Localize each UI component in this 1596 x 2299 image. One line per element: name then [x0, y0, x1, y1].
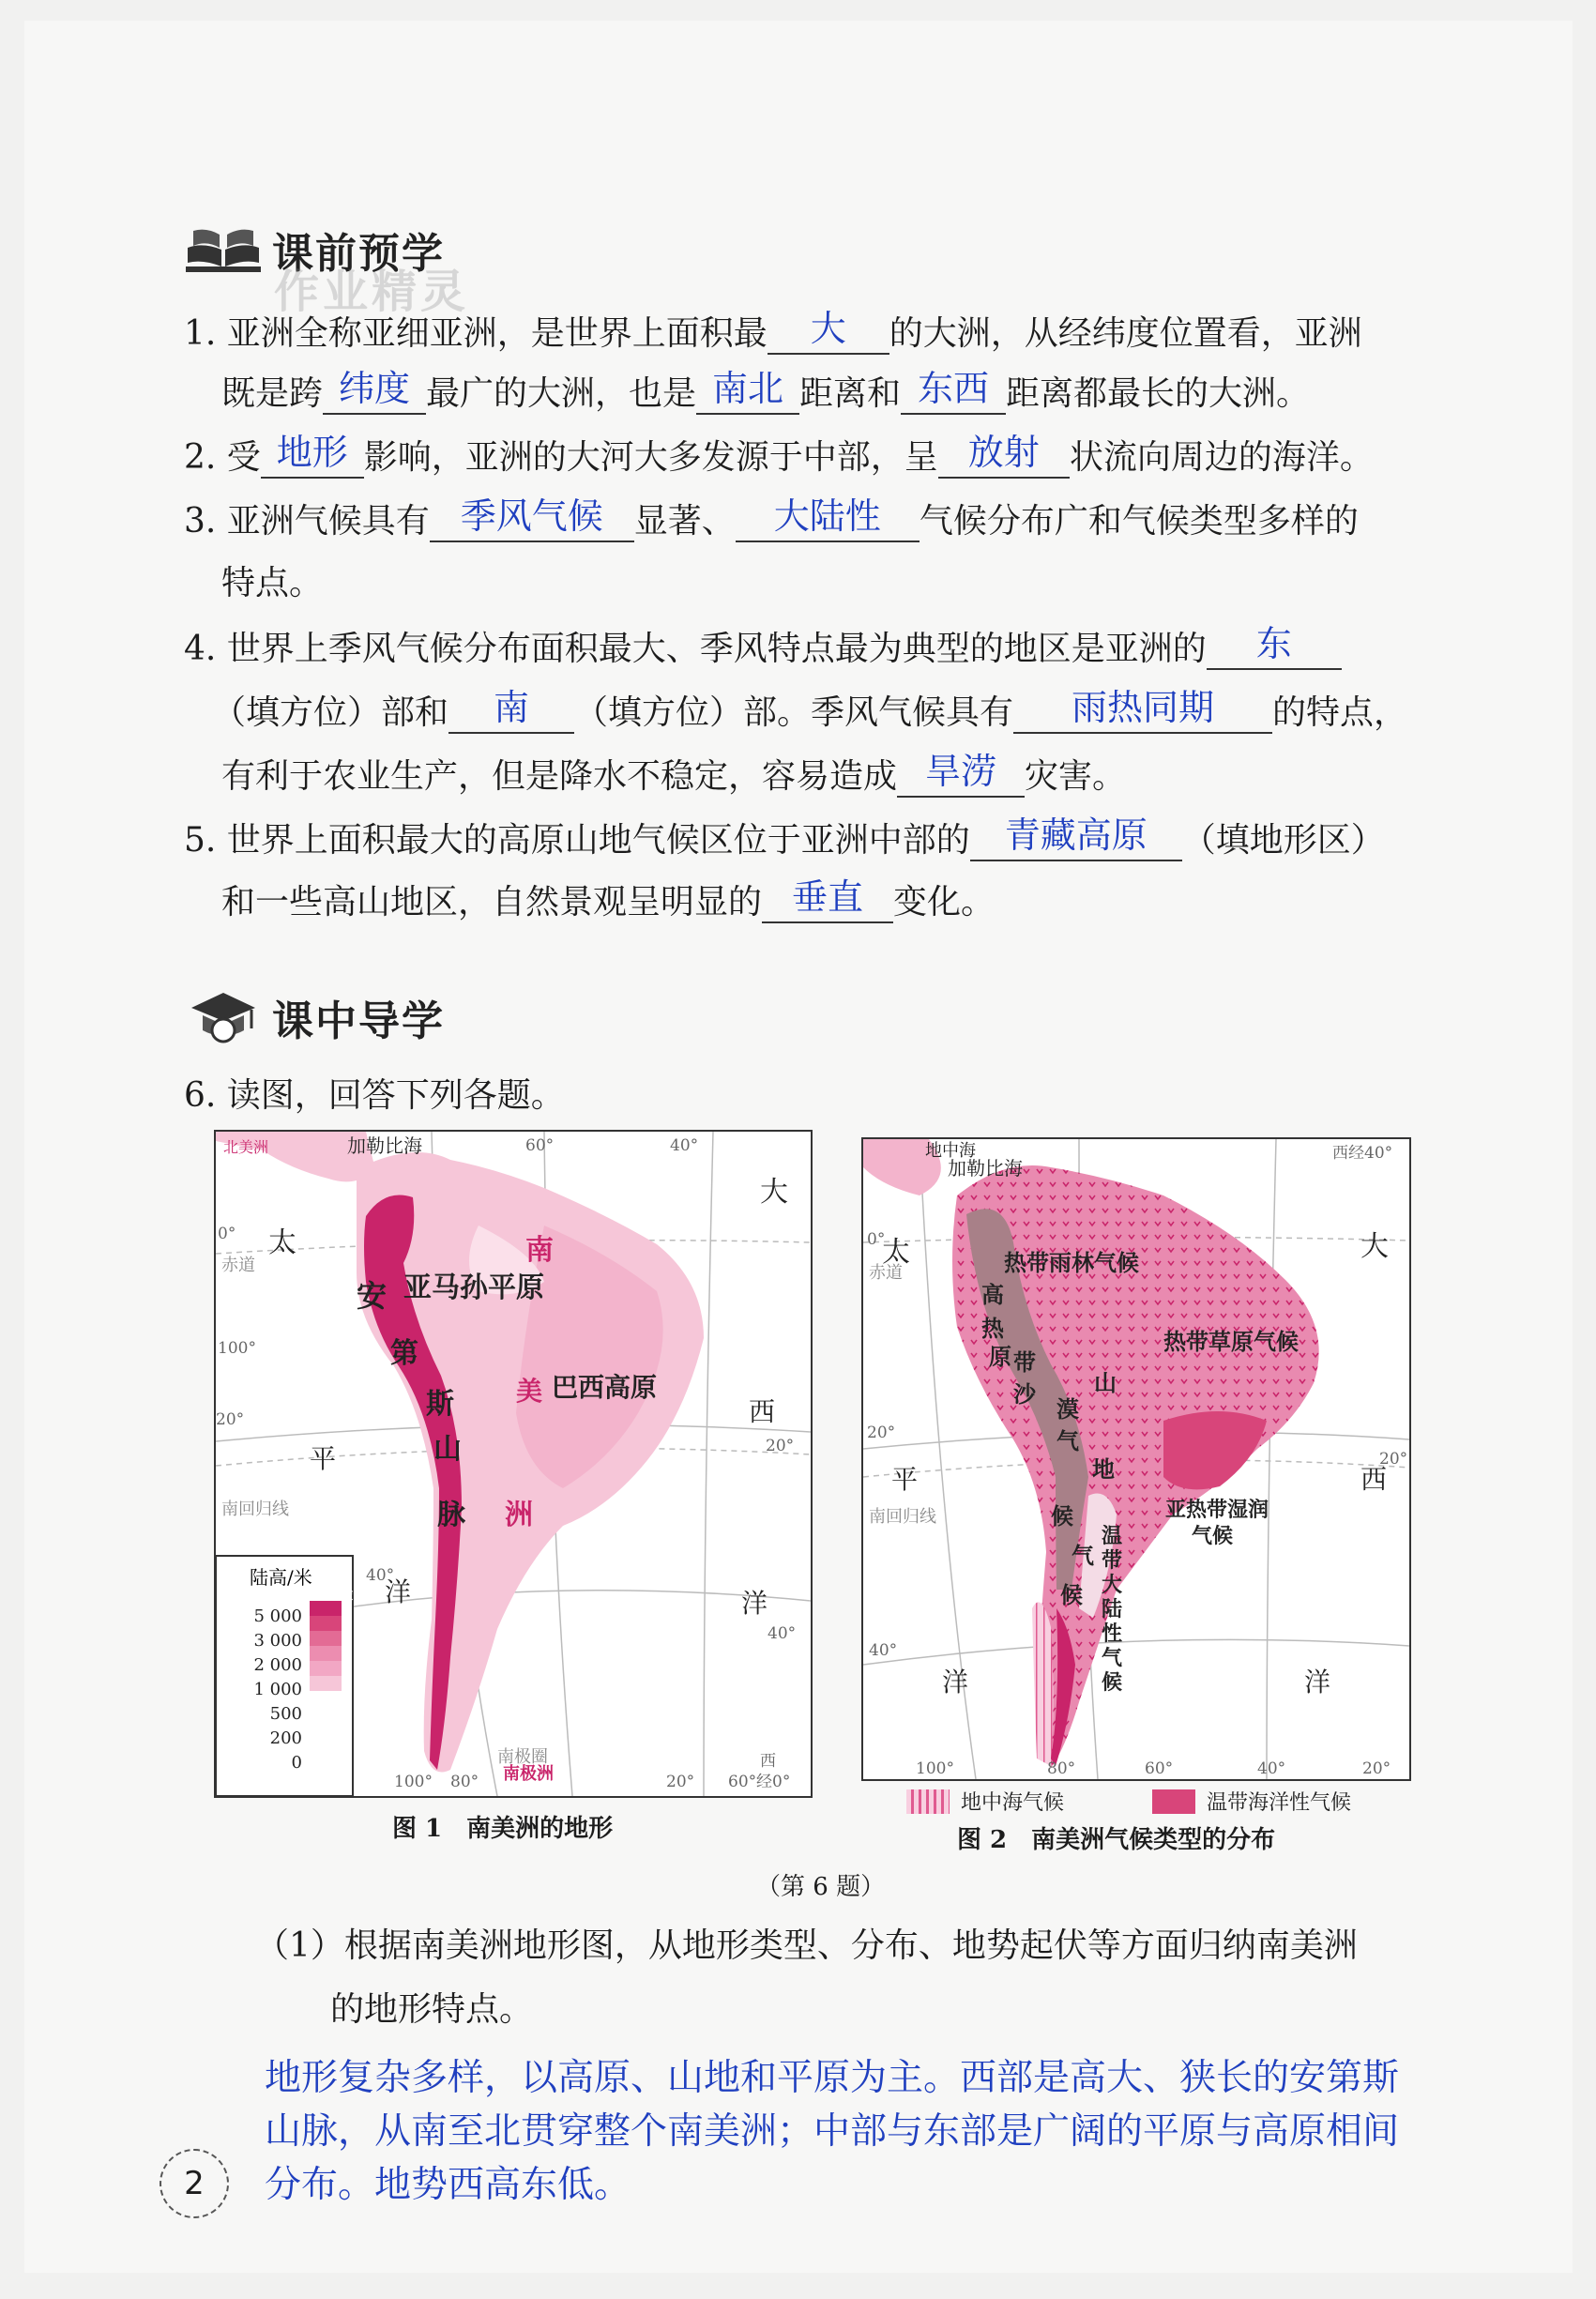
q4-line1: [184, 623, 1342, 670]
map-tick: 经0°: [756, 1773, 791, 1791]
map-label: 北美洲: [223, 1138, 269, 1156]
section-header-guide: [184, 987, 445, 1047]
map-label: 带: [1102, 1548, 1123, 1573]
q3-line1: [184, 495, 1359, 542]
section-title: 课前预学: [272, 230, 445, 278]
q3-text: 显著、: [633, 502, 736, 540]
legend-label: 地中海气候: [961, 1791, 1065, 1815]
map-label: 原: [989, 1343, 1011, 1370]
q4-text: （填方位）部。季风气候具有: [574, 693, 1014, 732]
answer-line: 山脉，从南至北贯穿整个南美洲；中部与东部是广阔的平原与高原相间: [265, 2110, 1400, 2153]
q1-text: 距离都最长的大洲。: [1006, 374, 1311, 413]
q4-text: 的特点，: [1272, 693, 1408, 732]
q4-answer1: 东: [1255, 623, 1292, 664]
q1-text: 1. 亚洲全称亚细亚洲，是世界上面积最: [184, 314, 768, 353]
map-label: 亚马孙平原: [403, 1271, 544, 1304]
map-label: 气: [1072, 1542, 1094, 1569]
legend-oceanic: [1152, 1787, 1351, 1816]
legend-swatch: [1152, 1789, 1195, 1814]
map-label: 南回归线: [869, 1507, 936, 1527]
map-tick: 60°: [728, 1773, 757, 1791]
q2-text: 2. 受: [184, 438, 261, 477]
q5-text: 变化。: [893, 883, 996, 921]
terrain-map: [214, 1130, 813, 1798]
map-label: 南回归线: [221, 1500, 289, 1519]
q5-text: 和一些高山地区，自然景观呈明显的: [221, 883, 763, 921]
q4-blank1[interactable]: [1207, 623, 1342, 670]
q4-answer4: 旱涝: [925, 751, 997, 792]
legend-value: 0: [291, 1753, 302, 1773]
map-label: 洋: [942, 1667, 969, 1698]
terrain-legend-tag: 雪被: [330, 1589, 354, 1602]
map-tick: 100°: [916, 1759, 954, 1778]
climate-map: [861, 1137, 1411, 1781]
q4-text: 有利于农业生产，但是降水不稳定，容易造成: [221, 757, 898, 796]
q5-blank2[interactable]: [762, 876, 893, 923]
q4-text: 4. 世界上季风气候分布面积最大、季风特点最为典型的地区是亚洲的: [184, 630, 1207, 668]
map-label: 洋: [385, 1576, 412, 1607]
answer-line: 地形复杂多样，以高原、山地和平原为主。西部是高大、狭长的安第斯: [265, 2057, 1400, 2099]
section-title: 课中导学: [272, 997, 445, 1045]
map-tick: 60°: [525, 1136, 555, 1155]
map-label: 南: [525, 1234, 554, 1267]
q3-answer2: 大陆性: [773, 495, 881, 537]
q1-text: 距离和: [799, 374, 902, 413]
map-tick: 40°: [768, 1624, 797, 1643]
map-tick: 西: [760, 1752, 776, 1771]
q6-stem: 6. 读图，回答下列各题。: [184, 1076, 565, 1115]
q1-answer4: 东西: [918, 368, 990, 409]
map-tick: 西经40°: [1332, 1144, 1393, 1163]
q1-text: 的大洲，从经纬度位置看，亚洲: [889, 314, 1362, 353]
map-label: 性: [1102, 1621, 1123, 1646]
map-tick: 20°: [867, 1424, 896, 1442]
q3-text: 气候分布广和气候类型多样的: [919, 502, 1359, 540]
q2-blank2[interactable]: [938, 432, 1070, 479]
map-label: 安: [357, 1278, 388, 1314]
q3-answer1: 季风气候: [460, 495, 603, 537]
map-label: 气候: [1192, 1524, 1234, 1548]
map-tick: 0°: [218, 1225, 236, 1243]
legend-label: 温带海洋性气候: [1207, 1791, 1352, 1815]
map-label: 山: [1094, 1369, 1117, 1396]
legend-value: 5 000: [253, 1606, 302, 1626]
q1-blank3[interactable]: [696, 368, 799, 415]
climate-map-graphic: [863, 1139, 1409, 1779]
map-label: 西: [749, 1396, 776, 1427]
legend-value: 200: [269, 1728, 302, 1748]
map-tick: 100°: [394, 1773, 433, 1791]
q5-line2: [221, 876, 996, 923]
q4-line3: [221, 751, 1127, 798]
map-label: 巴西高原: [552, 1372, 658, 1403]
q6-answer: [265, 2051, 1399, 2212]
q1-answer1: 大: [810, 308, 846, 349]
map-label: 平: [310, 1443, 337, 1474]
q3-blank2[interactable]: [736, 495, 920, 542]
map-label: 第: [390, 1337, 418, 1370]
q1-blank1[interactable]: [768, 308, 889, 355]
map-label: 赤道: [869, 1263, 903, 1283]
q4-blank3[interactable]: [1013, 687, 1272, 734]
q3-line2: [221, 563, 323, 604]
map-label: 美: [516, 1376, 543, 1407]
q2-blank1[interactable]: [261, 432, 364, 479]
watermark: 作业精灵: [274, 266, 470, 318]
q5-text: 5. 世界上面积最大的高原山地气候区位于亚洲中部的: [184, 821, 970, 860]
legend-value: 1 000: [253, 1680, 302, 1699]
legend-mediterranean: [906, 1787, 1064, 1816]
q4-line2: [212, 687, 1408, 734]
climate-map-caption: 图 2 南美洲气候类型的分布: [957, 1826, 1276, 1854]
map-label: 候: [1060, 1581, 1083, 1608]
map-label: 洲: [505, 1499, 533, 1531]
q2-text: 影响，亚洲的大河大多发源于中部，呈: [363, 438, 938, 477]
q5-answer1: 青藏高原: [1004, 815, 1148, 856]
map-label: 热: [981, 1315, 1004, 1342]
q6-sub1-line2: 的地形特点。: [330, 1990, 534, 2029]
map-label: 气: [1102, 1646, 1123, 1670]
map-label: 大: [760, 1176, 788, 1209]
map-label: 加勒比海: [948, 1157, 1023, 1180]
q2-text: 状流向周边的海洋。: [1069, 438, 1374, 477]
figure-caption: （第 6 题）: [756, 1873, 886, 1901]
map-tick: 40°: [670, 1136, 699, 1155]
terrain-legend-title: 陆高/米: [250, 1566, 312, 1589]
page-number: 2: [160, 2149, 229, 2218]
answer-line: 分布。地势西高东低。: [265, 2164, 631, 2206]
map-label: 脉: [437, 1499, 465, 1531]
q6-sub1-line1: （1）根据南美洲地形图，从地形类型、分布、地势起伏等方面归纳南美洲: [255, 1926, 1358, 1965]
q5-blank1[interactable]: [970, 815, 1182, 861]
map-tick: 0°: [867, 1230, 886, 1249]
map-label: 高: [981, 1281, 1004, 1308]
q5-text: （填地形区）: [1181, 821, 1385, 860]
q4-answer2: 南: [494, 687, 530, 728]
legend-value: 3 000: [253, 1631, 302, 1651]
map-label: 气: [1056, 1427, 1079, 1454]
q1-line1: [184, 308, 1362, 355]
q5-line1: [184, 815, 1385, 861]
map-label: 赤道: [221, 1256, 255, 1275]
q3-text: 特点。: [221, 564, 324, 602]
map-label: 热带雨林气候: [1004, 1249, 1139, 1276]
q2-answer2: 放射: [967, 432, 1040, 473]
map-label: 地: [1092, 1455, 1115, 1483]
map-label: 候: [1051, 1502, 1073, 1530]
q5-answer2: 垂直: [792, 876, 864, 918]
map-tick: 20°: [1362, 1759, 1391, 1778]
terrain-map-caption: 图 1 南美洲的地形: [392, 1815, 614, 1843]
map-label: 南极圈: [497, 1747, 548, 1767]
map-label: 亚热带湿润: [1165, 1498, 1269, 1522]
q2-line1: [184, 432, 1374, 479]
map-tick: 40°: [869, 1641, 898, 1660]
q1-answer3: 南北: [712, 368, 784, 409]
q1-text: 最广的大洲，也是: [426, 374, 697, 413]
legend-swatch: [906, 1789, 950, 1814]
map-tick: 20°: [216, 1410, 245, 1429]
q4-text: （填方位）部和: [212, 693, 449, 732]
legend-value: 2 000: [253, 1655, 302, 1675]
map-label: 洋: [741, 1588, 768, 1619]
q4-text: 灾害。: [1025, 757, 1127, 796]
map-label: 西: [1360, 1464, 1388, 1495]
terrain-map-graphic: [216, 1132, 811, 1796]
q1-blank4[interactable]: [901, 368, 1006, 415]
map-label: 沙: [1013, 1380, 1036, 1408]
open-book-icon: [184, 220, 263, 280]
q4-blank4[interactable]: [897, 751, 1025, 798]
map-label: 南极洲: [503, 1764, 554, 1784]
q3-text: 3. 亚洲气候具有: [184, 502, 430, 540]
q4-blank2[interactable]: [448, 687, 574, 734]
q1-answer2: 纬度: [339, 368, 411, 409]
map-label: 候: [1102, 1670, 1123, 1695]
map-label: 太: [268, 1226, 296, 1259]
q1-line2: [221, 368, 1311, 415]
map-label: 大: [1102, 1573, 1123, 1597]
map-tick: 20°: [766, 1437, 795, 1455]
map-label: 山: [433, 1433, 462, 1466]
graduation-cap-icon: [184, 987, 263, 1047]
map-tick: 60°: [1145, 1759, 1174, 1778]
map-label: 大: [1360, 1230, 1389, 1263]
map-tick: 100°: [218, 1339, 256, 1358]
map-label: 斯: [426, 1388, 454, 1421]
q3-blank1[interactable]: [430, 495, 634, 542]
map-label: 平: [891, 1464, 919, 1495]
map-tick: 20°: [666, 1773, 695, 1791]
map-label: 加勒比海: [347, 1134, 422, 1157]
map-label: 地中海: [925, 1141, 976, 1161]
map-label: 太: [882, 1236, 910, 1269]
map-label: 漠: [1056, 1395, 1079, 1423]
map-label: 带: [1013, 1348, 1036, 1376]
q1-text: 既是跨: [221, 374, 324, 413]
map-tick: 80°: [1047, 1759, 1076, 1778]
map-label: 热带草原气候: [1163, 1328, 1299, 1355]
q1-blank2[interactable]: [323, 368, 426, 415]
legend-value: 500: [269, 1704, 302, 1724]
map-tick: 20°: [1379, 1450, 1408, 1469]
map-tick: 80°: [450, 1773, 479, 1791]
q2-answer1: 地形: [276, 432, 348, 473]
map-label: 温: [1102, 1524, 1123, 1548]
map-tick: 40°: [1257, 1759, 1286, 1778]
map-tick: 40°: [366, 1566, 395, 1585]
map-label: 陆: [1102, 1597, 1123, 1621]
map-label: 洋: [1304, 1667, 1331, 1698]
q4-answer3: 雨热同期: [1072, 687, 1215, 728]
